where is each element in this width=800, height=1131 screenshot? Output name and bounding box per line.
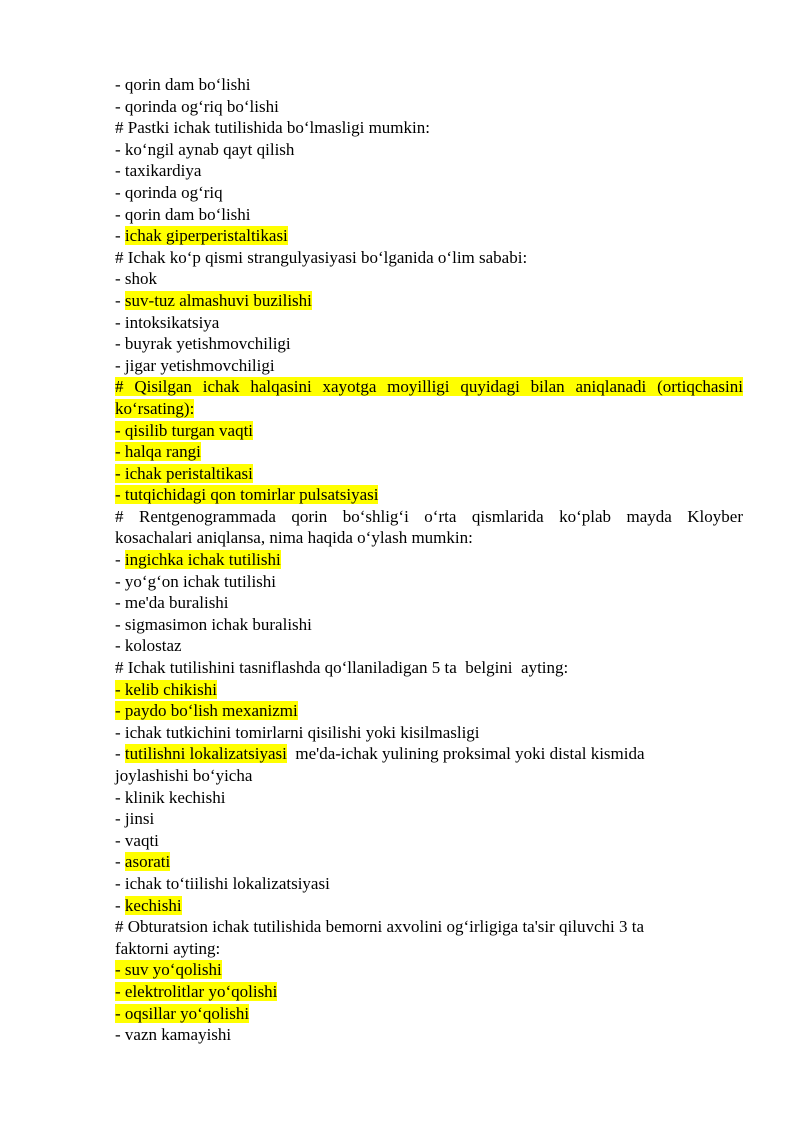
answer-line: - me'da buralishi xyxy=(115,593,229,613)
answer-line-highlighted xyxy=(115,290,743,312)
answer-line-highlighted xyxy=(115,700,743,722)
question-line-continued: faktorni ayting: xyxy=(115,938,221,958)
question-block-highlighted xyxy=(115,376,743,419)
question-line: # Ichak tutilishini tasniflashda qo‘llaniladigan 5 ta belgini ayting: xyxy=(115,658,569,678)
highlighted-answer: - halqa rangi xyxy=(115,442,201,462)
answer-line: - shok xyxy=(115,269,158,289)
answer-line: - intoksikatsiya xyxy=(115,312,220,332)
answer-line-highlighted xyxy=(115,1003,743,1025)
highlighted-answer: tutilishni lokalizatsiyasi xyxy=(124,744,287,764)
answer-line-highlighted xyxy=(115,895,743,917)
answer-line: - kolostaz xyxy=(115,636,182,656)
answer-line: - vazn kamayishi xyxy=(115,1025,232,1045)
highlighted-answer: - ichak peristaltikasi xyxy=(115,463,253,483)
answer-line: - vaqti xyxy=(115,830,159,850)
answer-prefix: - xyxy=(115,226,125,246)
answer-line-highlighted xyxy=(115,484,743,506)
answer-prefix: - xyxy=(115,852,125,872)
highlighted-answer: suv-tuz almashuvi buzilishi xyxy=(124,290,312,310)
highlighted-question: ko‘rsating): xyxy=(115,398,195,418)
answer-line: - qorinda og‘riq xyxy=(115,182,223,202)
question-line: # Ichak ko‘p qismi strangulyasiyasi bo‘lganida o‘lim sababi: xyxy=(115,247,528,267)
answer-line-highlighted xyxy=(115,679,743,701)
highlighted-answer: - kelib chikishi xyxy=(115,679,217,699)
answer-line: - ichak to‘tiilishi lokalizatsiyasi xyxy=(115,873,330,893)
answer-line: - qorin dam bo‘lishi xyxy=(115,75,251,94)
answer-line: - buyrak yetishmovchiligi xyxy=(115,334,291,354)
answer-line: - ichak tutkichini tomirlarni qisilishi yoki kisilmasligi xyxy=(115,722,480,742)
answer-line: - yo‘g‘on ichak tutilishi xyxy=(115,571,277,591)
highlighted-answer: ingichka ichak tutilishi xyxy=(124,550,281,570)
question-line: # Obturatsion ichak tutilishida bemorni axvolini og‘irligiga ta'sir qiluvchi 3 ta xyxy=(115,917,645,937)
answer-line-highlighted xyxy=(115,463,743,485)
answer-prefix: - xyxy=(115,290,125,310)
answer-line: - qorinda og‘riq bo‘lishi xyxy=(115,96,279,116)
answer-line-highlighted xyxy=(115,441,743,463)
answer-line-highlighted xyxy=(115,743,743,765)
answer-line-highlighted xyxy=(115,225,743,247)
question-line: # Rentgenogrammada qorin bo‘shlig‘i o‘rta qismlarida ko‘plab mayda Kloyber xyxy=(115,506,743,526)
highlighted-answer: - tutqichidagi qon tomirlar pulsatsiyasi xyxy=(115,485,379,505)
answer-line-highlighted xyxy=(115,981,743,1003)
question-line-continued: kosachalari aniqlansa, nima haqida o‘ylash mumkin: xyxy=(115,528,473,548)
highlighted-answer: kechishi xyxy=(124,895,182,915)
highlighted-answer: ichak giperperistaltikasi xyxy=(124,226,288,246)
answer-prefix: - xyxy=(115,744,125,764)
document-page xyxy=(115,74,743,1046)
highlighted-answer: - oqsillar yo‘qolishi xyxy=(115,1003,250,1023)
answer-line: - jigar yetishmovchiligi xyxy=(115,355,275,375)
highlighted-answer: - qisilib turgan vaqti xyxy=(115,420,254,440)
answer-detail: me'da-ichak yulining proksimal yoki distal kismida xyxy=(286,744,645,764)
answer-prefix: - xyxy=(115,550,125,570)
highlighted-question: # Qisilgan ichak halqasini xayotga moyilligi quyidagi bilan aniqlanadi (ortiqchasini xyxy=(115,377,743,397)
answer-line: - sigmasimon ichak buralishi xyxy=(115,614,312,634)
highlighted-answer: - elektrolitlar yo‘qolishi xyxy=(115,981,278,1001)
answer-line-continued: joylashishi bo‘yicha xyxy=(115,766,253,785)
answer-line-highlighted xyxy=(115,549,743,571)
answer-line-highlighted xyxy=(115,959,743,981)
highlighted-answer: asorati xyxy=(124,852,171,872)
answer-line: - ko‘ngil aynab qayt qilish xyxy=(115,139,295,159)
answer-line: - taxikardiya xyxy=(115,161,202,181)
highlighted-answer: - paydo bo‘lish mexanizmi xyxy=(115,701,298,721)
question-line: # Pastki ichak tutilishida bo‘lmasligi mumkin: xyxy=(115,118,430,138)
answer-line: - klinik kechishi xyxy=(115,787,226,807)
answer-prefix: - xyxy=(115,895,125,915)
answer-line-highlighted xyxy=(115,420,743,442)
answer-line: - jinsi xyxy=(115,809,155,829)
highlighted-answer: - suv yo‘qolishi xyxy=(115,960,222,980)
answer-line: - qorin dam bo‘lishi xyxy=(115,204,251,224)
answer-line-highlighted xyxy=(115,851,743,873)
